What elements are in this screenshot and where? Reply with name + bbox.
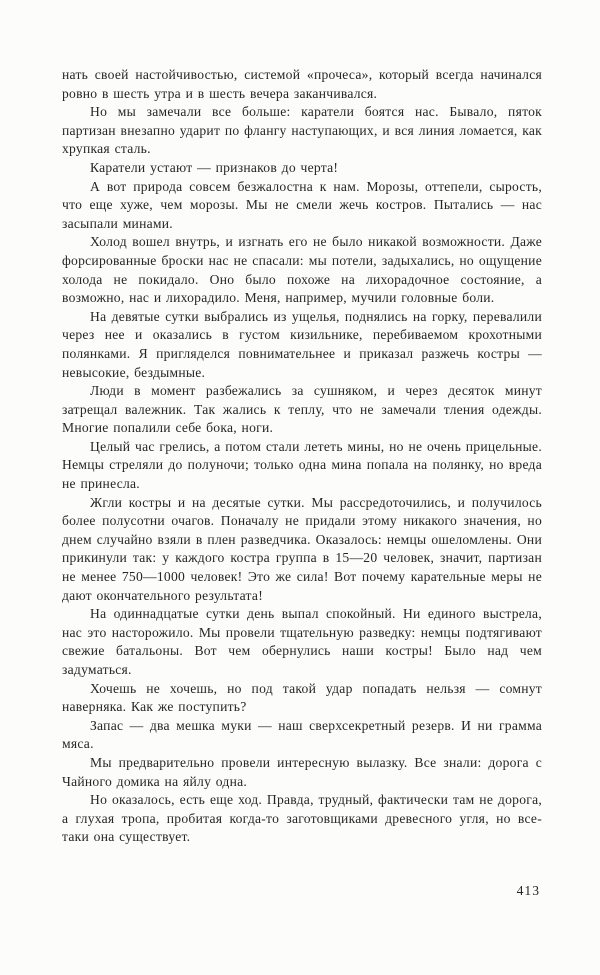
text-block xyxy=(62,66,542,847)
paragraph: На девятые сутки выбрались из ущелья, поднялись на горку, перевалили через нее и оказались в густом кизильнике, перебиваемом крохотными полянками. Я пригляделся повнимательнее и приказал разжечь костры — невысокие, бездымные. xyxy=(62,308,542,380)
paragraph: Жгли костры и на десятые сутки. Мы рассредоточились, и получилось более полусотни очагов. Поначалу не придали этому никакого значения, но днем случайно взяли в плен разведчика. Оказалось: немцы ошеломлены. Они прикинули так: у каждого костра группа в 15—20 человек, значит, партизан не менее 750—1000 человек! Это же сила! Вот почему карательные меры не дают окончательного результата! xyxy=(62,494,542,603)
paragraph: Хочешь не хочешь, но под такой удар попадать нельзя — сомнут наверняка. Как же поступить? xyxy=(62,680,542,715)
paragraph: Целый час грелись, а потом стали лететь мины, но не очень прицельные. Немцы стреляли до полуночи; только одна мина попала на полянку, но вреда не принесла. xyxy=(62,438,542,492)
paragraph: Мы предварительно провели интересную вылазку. Все знали: дорога с Чайного домика на яйлу одна. xyxy=(62,754,542,789)
paragraph: Каратели устают — признаков до черта! xyxy=(90,159,339,175)
paragraph: Запас — два мешка муки — наш сверхсекретный резерв. И ни грамма мяса. xyxy=(62,717,542,752)
paragraph: На одиннадцатые сутки день выпал спокойный. Ни единого выстрела, нас это насторожило. Мы провели тщательную разведку: немцы подтягивают свежие батальоны. Вот чем обернулись наши костры! Было над чем задуматься. xyxy=(62,606,542,677)
paragraph: Люди в момент разбежались за сушняком, и через десяток минут затрещал валежник. Так жались к теплу, что не замечали тления одежды. Многие попалили себе бока, ноги. xyxy=(62,383,542,436)
paragraph: А вот природа совсем безжалостна к нам. Морозы, оттепели, сырость, что еще хуже, чем морозы. Мы не смели жечь костров. Пытались — нас засыпали минами. xyxy=(62,178,542,231)
paragraph: Холод вошел внутрь, и изгнать его не было никакой возможности. Даже форсированные броски нас не спасали: мы потели, задыхались, но ощущение холода не покидало. Оно было похоже на лихорадочное состояние, а возможно, нас и лихорадило. Меня, например, мучили головные боли. xyxy=(62,234,542,306)
paragraph: Но мы замечали все больше: каратели боятся нас. Бывало, пяток партизан внезапно ударит по флангу наступающих, и вся линия ломается, как хрупкая сталь. xyxy=(62,104,542,157)
paragraph: Но оказалось, есть еще ход. Правда, трудный, фактически там не дорога, а глухая тропа, пробитая когда-то заготовщиками древесного угля, но все-таки она существует. xyxy=(62,792,542,845)
paragraph: нать своей настойчивостью, системой «прочеса», который всегда начинался ровно в шесть утра и в шесть вечера заканчивался. xyxy=(62,67,542,101)
page-number: 413 xyxy=(516,883,540,898)
